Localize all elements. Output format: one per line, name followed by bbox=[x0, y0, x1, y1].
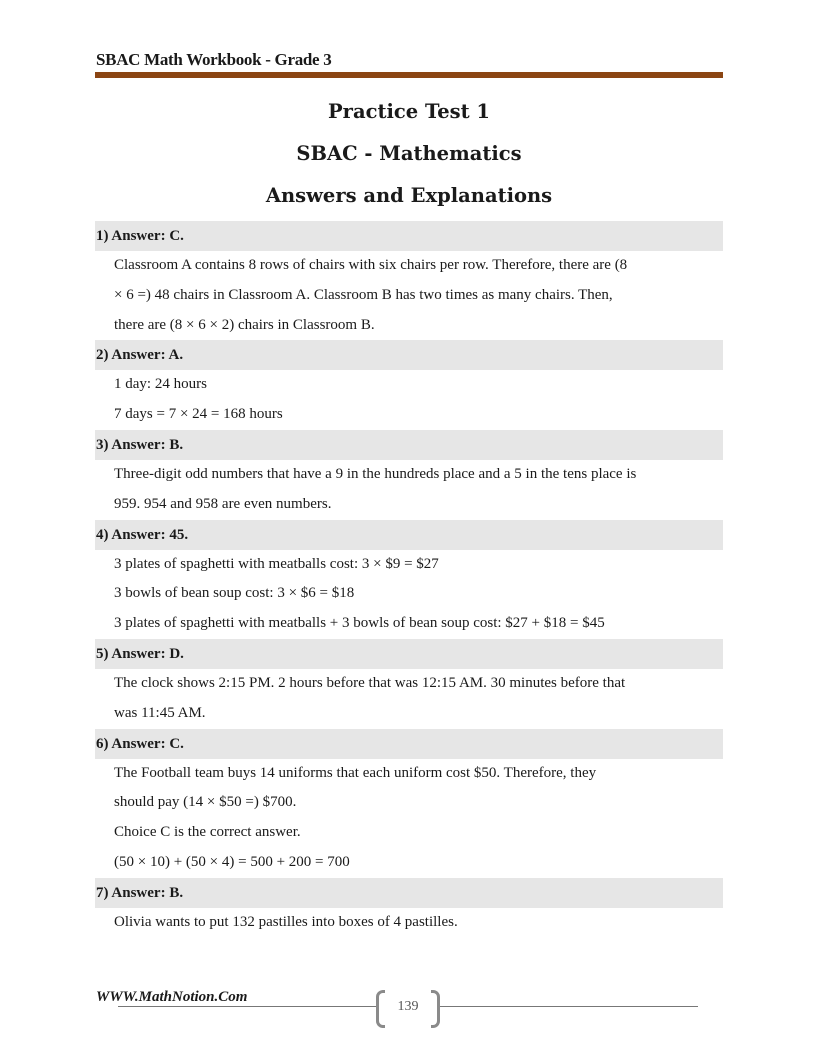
bracket-left-icon bbox=[376, 990, 385, 1028]
test-title: Practice Test 1 bbox=[328, 100, 490, 123]
explanation-line: 959. 954 and 958 are even numbers. bbox=[114, 495, 332, 512]
explanation-line: should pay (14 × $50 =) $700. bbox=[114, 794, 297, 811]
footer-website: WWW.MathNotion.Com bbox=[96, 989, 248, 1005]
explanation-line: Olivia wants to put 132 pastilles into boxes of 4 pastilles. bbox=[114, 913, 458, 930]
explanation-line: there are (8 × 6 × 2) chairs in Classroom B. bbox=[114, 316, 375, 333]
explanation-line: Classroom A contains 8 rows of chairs with six chairs per row. Therefore, there are (8 bbox=[114, 257, 628, 273]
answer-heading: 1) Answer: C. bbox=[95, 221, 723, 251]
explanation-line: 1 day: 24 hours bbox=[114, 376, 207, 393]
answer-heading: 6) Answer: C. bbox=[95, 729, 723, 759]
footer-divider-right bbox=[440, 1006, 698, 1007]
title-block bbox=[95, 96, 723, 222]
explanation-line: The clock shows 2:15 PM. 2 hours before that was 12:15 AM. 30 minutes before that bbox=[114, 674, 626, 691]
explanation-line: was 11:45 AM. bbox=[114, 704, 206, 721]
subject-title: SBAC - Mathematics bbox=[296, 142, 522, 165]
explanation-line: Three-digit odd numbers that have a 9 in the hundreds place and a 5 in the tens place is bbox=[114, 465, 637, 482]
footer-divider-left bbox=[118, 1006, 376, 1007]
answer-heading: 4) Answer: 45. bbox=[95, 520, 723, 550]
answer-heading: 7) Answer: B. bbox=[95, 878, 723, 908]
explanation-line: 3 plates of spaghetti with meatballs + 3 bowls of bean soup cost: $27 + $18 = $45 bbox=[114, 615, 605, 632]
answer-list bbox=[95, 221, 723, 938]
explanation-line: 3 plates of spaghetti with meatballs cost: 3 × $9 = $27 bbox=[114, 555, 439, 572]
page-number: 139 bbox=[397, 999, 419, 1014]
answer-heading: 3) Answer: B. bbox=[95, 430, 723, 460]
header-divider bbox=[95, 72, 723, 78]
explanation-line: × 6 =) 48 chairs in Classroom A. Classroom B has two times as many chairs. Then, bbox=[114, 286, 613, 303]
section-title: Answers and Explanations bbox=[265, 184, 553, 207]
explanation-line: 3 bowls of bean soup cost: 3 × $6 = $18 bbox=[114, 585, 355, 602]
answer-heading: 2) Answer: A. bbox=[95, 340, 723, 370]
page-number-box bbox=[376, 990, 440, 1024]
workbook-title: SBAC Math Workbook - Grade 3 bbox=[96, 50, 332, 69]
bracket-right-icon bbox=[431, 990, 440, 1028]
explanation-line: Choice C is the correct answer. bbox=[114, 824, 301, 841]
answer-heading: 5) Answer: D. bbox=[95, 639, 723, 669]
explanation-line: The Football team buys 14 uniforms that each uniform cost $50. Therefore, they bbox=[114, 764, 597, 781]
explanation-line: (50 × 10) + (50 × 4) = 500 + 200 = 700 bbox=[114, 853, 350, 870]
explanation-line: 7 days = 7 × 24 = 168 hours bbox=[114, 406, 283, 423]
